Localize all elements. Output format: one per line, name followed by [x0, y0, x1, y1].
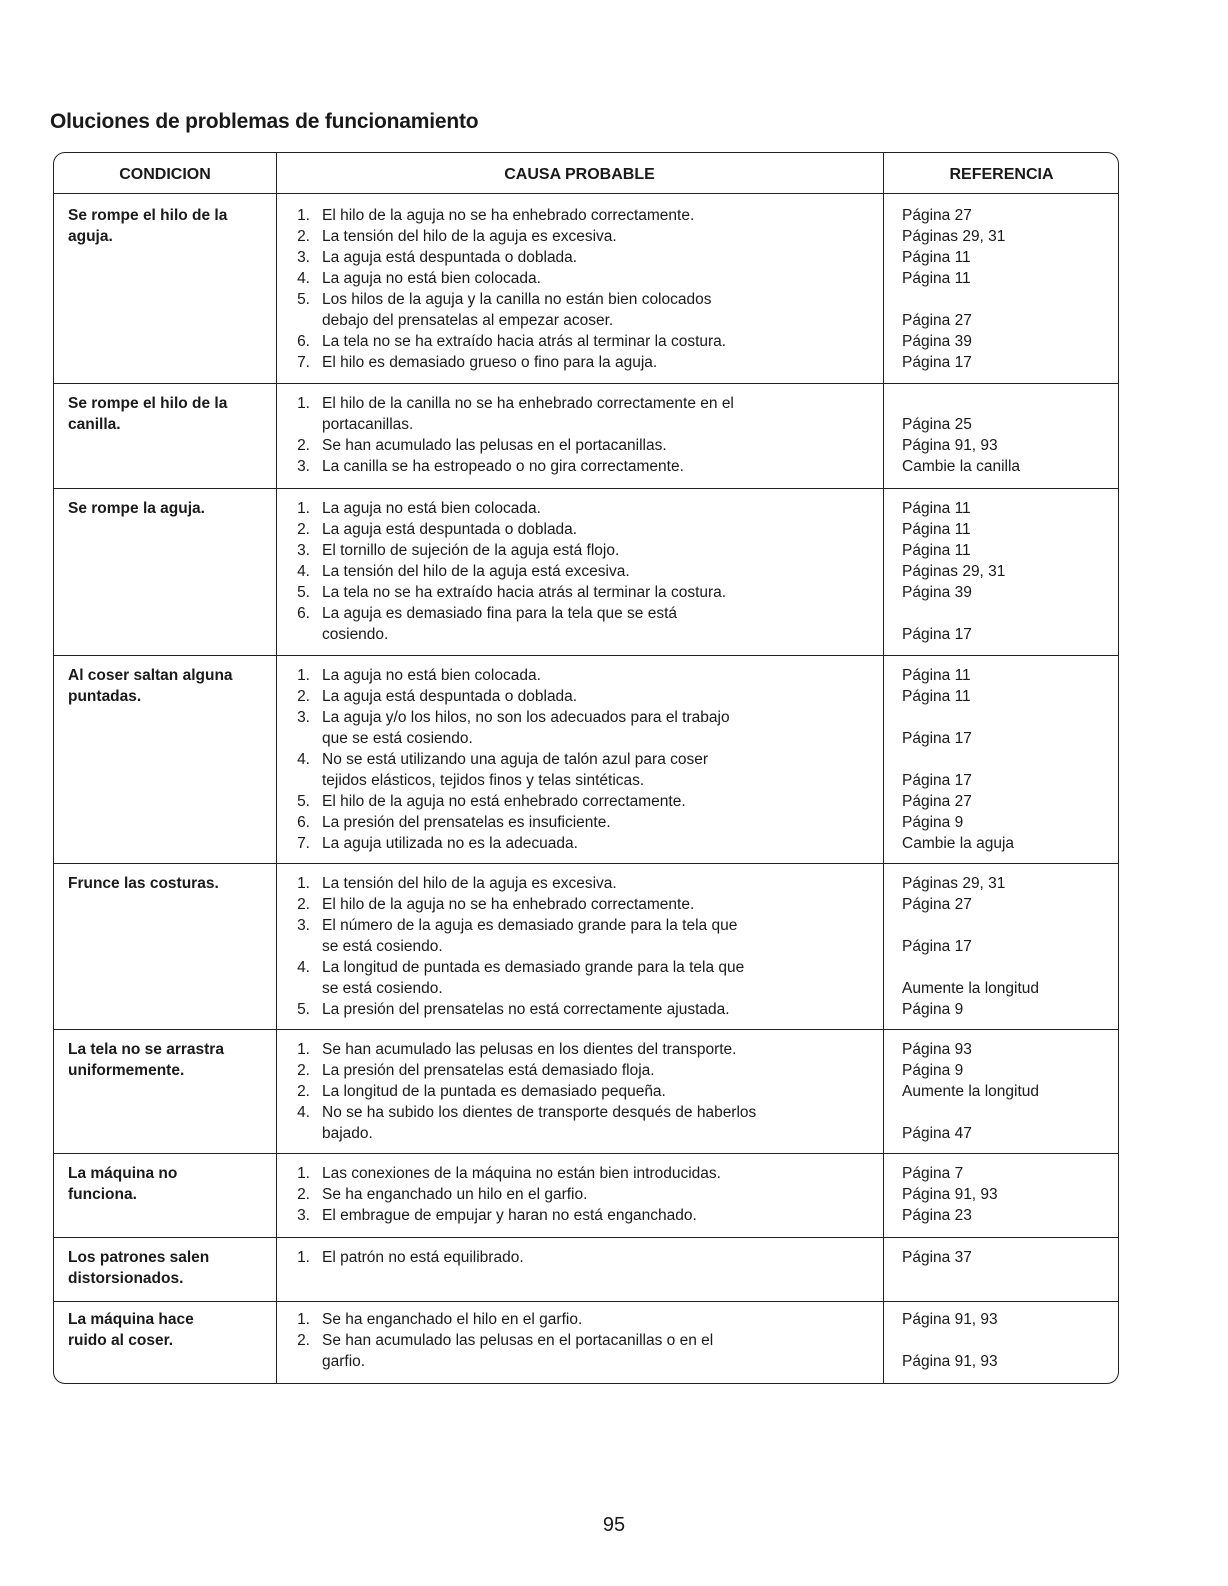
cause-number: 6. [297, 814, 310, 831]
cause-text: Los hilos de la aguja y la canilla no están bien colocados [322, 291, 712, 308]
reference-cell: Página 27 [902, 207, 972, 224]
cause-text: debajo del prensatelas al empezar acoser. [322, 312, 614, 329]
cause-number: 4. [297, 1104, 310, 1121]
reference-cell: Página 17 [902, 938, 972, 955]
reference-cell: Página 11 [902, 521, 971, 538]
reference-cell: Página 9 [902, 814, 964, 831]
cause-number: 2. [297, 228, 310, 245]
cause-text: No se está utilizando una aguja de talón azul para coser [322, 751, 709, 768]
reference-cell: Página 93 [902, 1041, 972, 1058]
reference-cell: Página 27 [902, 793, 972, 810]
reference-cell: Página 25 [902, 416, 972, 433]
reference-cell: Cambie la canilla [902, 458, 1021, 475]
cause-text: No se ha subido los dientes de transporte desqués de haberlos [322, 1104, 757, 1121]
cause-text: La longitud de la puntada es demasiado pequeña. [322, 1083, 666, 1100]
reference-cell: Página 9 [902, 1001, 964, 1018]
cause-text: que se está cosiendo. [322, 730, 473, 747]
cause-number: 7. [297, 354, 310, 371]
header-cause: CAUSA PROBABLE [504, 166, 655, 183]
condition-cell: La máquina no funciona. [68, 1165, 178, 1203]
cause-number: 4. [297, 563, 310, 580]
condition-cell: Se rompe la aguja. [68, 500, 205, 517]
reference-cell: Página 91, 93 [902, 1311, 998, 1328]
cause-number: 7. [297, 835, 310, 852]
cause-number: 2. [297, 521, 310, 538]
cause-text: se está cosiendo. [322, 938, 443, 955]
cause-text: La aguja está despuntada o doblada. [322, 249, 578, 266]
reference-cell: Página 37 [902, 1249, 972, 1266]
reference-cell: Página 27 [902, 896, 972, 913]
header-reference: REFERENCIA [949, 166, 1054, 183]
cause-number: 2. [297, 1186, 310, 1203]
reference-cell: Página 11 [902, 500, 971, 517]
cause-text: Se ha enganchado un hilo en el garfio. [322, 1186, 588, 1203]
reference-cell: Páginas 29, 31 [902, 875, 1006, 892]
cause-text: se está cosiendo. [322, 980, 443, 997]
row-divider [54, 1301, 1118, 1302]
header-condition: CONDICION [119, 166, 211, 183]
cause-text: La aguja no está bien colocada. [322, 270, 541, 287]
row-divider [54, 863, 1118, 864]
cause-number: 3. [297, 1207, 310, 1224]
cause-text: garfio. [322, 1353, 366, 1370]
cause-number: 1. [297, 207, 310, 224]
cause-text: La presión del prensatelas está demasiado floja. [322, 1062, 655, 1079]
cause-text: El hilo de la aguja no se ha enhebrado correctamente. [322, 896, 695, 913]
cause-text: tejidos elásticos, tejidos finos y telas sintéticas. [322, 772, 645, 789]
cause-text: La tensión del hilo de la aguja es excesiva. [322, 228, 617, 245]
cause-text: Se han acumulado las pelusas en el portacanillas. [322, 437, 667, 454]
condition-cell: Se rompe el hilo de la aguja. [68, 207, 228, 245]
cause-text: bajado. [322, 1125, 373, 1142]
cause-text: El patrón no está equilibrado. [322, 1249, 524, 1266]
cause-number: 5. [297, 584, 310, 601]
cause-number: 1. [297, 667, 310, 684]
cause-number: 1. [297, 1041, 310, 1058]
cause-number: 2. [297, 1083, 310, 1100]
cause-text: El embrague de empujar y haran no está enganchado. [322, 1207, 697, 1224]
row-divider [54, 1029, 1118, 1030]
cause-text: El hilo de la canilla no se ha enhebrado correctamente en el [322, 395, 734, 412]
cause-number: 1. [297, 500, 310, 517]
cause-text: La canilla se ha estropeado o no gira correctamente. [322, 458, 684, 475]
cause-text: La tela no se ha extraído hacia atrás al terminar la costura. [322, 584, 727, 601]
cause-text: El hilo es demasiado grueso o fino para la aguja. [322, 354, 658, 371]
cause-text: La presión del prensatelas es insuficiente. [322, 814, 611, 831]
reference-cell: Cambie la aguja [902, 835, 1015, 852]
reference-cell: Aumente la longitud [902, 1083, 1040, 1100]
reference-cell: Páginas 29, 31 [902, 563, 1006, 580]
reference-cell: Página 17 [902, 772, 972, 789]
cause-text: Se han acumulado las pelusas en los dientes del transporte. [322, 1041, 737, 1058]
reference-cell: Página 11 [902, 542, 971, 559]
reference-cell: Página 17 [902, 626, 972, 643]
reference-cell: Página 11 [902, 249, 971, 266]
condition-cell: Al coser saltan alguna puntadas. [68, 667, 233, 705]
cause-number: 5. [297, 291, 310, 308]
reference-cell: Páginas 29, 31 [902, 228, 1006, 245]
cause-text: cosiendo. [322, 626, 389, 643]
cause-number: 5. [297, 793, 310, 810]
cause-text: La aguja y/o los hilos, no son los adecuados para el trabajo [322, 709, 730, 726]
cause-text: Se ha enganchado el hilo en el garfio. [322, 1311, 583, 1328]
row-divider [54, 1153, 1118, 1154]
cause-number: 3. [297, 249, 310, 266]
row-divider [54, 1237, 1118, 1238]
reference-cell: Página 91, 93 [902, 1186, 998, 1203]
cause-text: La aguja utilizada no es la adecuada. [322, 835, 578, 852]
cause-number: 2. [297, 1332, 310, 1349]
page-number: 95 [602, 1514, 626, 1536]
cause-number: 2. [297, 688, 310, 705]
page-title: Oluciones de problemas de funcionamiento [50, 110, 479, 133]
cause-text: La aguja no está bien colocada. [322, 667, 541, 684]
reference-cell: Página 7 [902, 1165, 964, 1182]
reference-cell: Página 91, 93 [902, 437, 998, 454]
cause-number: 2. [297, 437, 310, 454]
cause-number: 6. [297, 333, 310, 350]
cause-number: 1. [297, 1249, 310, 1266]
reference-cell: Página 23 [902, 1207, 972, 1224]
reference-cell: Página 11 [902, 688, 971, 705]
reference-cell: Página 27 [902, 312, 972, 329]
cause-number: 4. [297, 270, 310, 287]
condition-cell: Frunce las costuras. [68, 875, 219, 892]
row-divider [54, 655, 1118, 656]
reference-cell: Aumente la longitud [902, 980, 1040, 997]
cause-text: Las conexiones de la máquina no están bien introducidas. [322, 1165, 721, 1182]
reference-cell: Página 9 [902, 1062, 964, 1079]
cause-number: 4. [297, 959, 310, 976]
cause-number: 1. [297, 1165, 310, 1182]
cause-text: El número de la aguja es demasiado grande para la tela que [322, 917, 738, 934]
cause-number: 2. [297, 896, 310, 913]
row-divider [54, 383, 1118, 384]
cause-text: La aguja está despuntada o doblada. [322, 521, 578, 538]
reference-cell: Página 17 [902, 730, 972, 747]
cause-text: El hilo de la aguja no se ha enhebrado correctamente. [322, 207, 695, 224]
reference-cell: Página 39 [902, 333, 972, 350]
cause-number: 3. [297, 917, 310, 934]
reference-cell: Página 17 [902, 354, 972, 371]
condition-cell: Se rompe el hilo de la canilla. [68, 395, 228, 433]
column-divider-cause [883, 153, 884, 1383]
cause-number: 1. [297, 1311, 310, 1328]
cause-text: La tensión del hilo de la aguja está excesiva. [322, 563, 630, 580]
cause-number: 1. [297, 395, 310, 412]
cause-text: El hilo de la aguja no está enhebrado correctamente. [322, 793, 686, 810]
cause-number: 5. [297, 1001, 310, 1018]
reference-cell: Página 39 [902, 584, 972, 601]
cause-text: La longitud de puntada es demasiado grande para la tela que [322, 959, 745, 976]
header-divider [54, 193, 1118, 194]
condition-cell: La tela no se arrastra uniformemente. [68, 1041, 224, 1079]
cause-text: portacanillas. [322, 416, 414, 433]
cause-number: 2. [297, 1062, 310, 1079]
cause-text: La aguja no está bien colocada. [322, 500, 541, 517]
reference-cell: Página 11 [902, 270, 971, 287]
cause-text: Se han acumulado las pelusas en el portacanillas o en el [322, 1332, 714, 1349]
cause-number: 3. [297, 542, 310, 559]
troubleshooting-table [53, 152, 1119, 1384]
row-divider [54, 488, 1118, 489]
cause-number: 3. [297, 709, 310, 726]
cause-number: 1. [297, 875, 310, 892]
cause-text: La presión del prensatelas no está correctamente ajustada. [322, 1001, 730, 1018]
cause-number: 6. [297, 605, 310, 622]
condition-cell: Los patrones salen distorsionados. [68, 1249, 210, 1287]
reference-cell: Página 91, 93 [902, 1353, 998, 1370]
cause-text: La aguja está despuntada o doblada. [322, 688, 578, 705]
reference-cell: Página 47 [902, 1125, 972, 1142]
reference-cell: Página 11 [902, 667, 971, 684]
cause-number: 4. [297, 751, 310, 768]
condition-cell: La máquina hace ruido al coser. [68, 1311, 194, 1349]
cause-text: El tornillo de sujeción de la aguja está flojo. [322, 542, 620, 559]
cause-text: La aguja es demasiado fina para la tela que se está [322, 605, 678, 622]
cause-text: La tensión del hilo de la aguja es excesiva. [322, 875, 617, 892]
column-divider-condition [276, 153, 277, 1383]
cause-number: 3. [297, 458, 310, 475]
cause-text: La tela no se ha extraído hacia atrás al terminar la costura. [322, 333, 727, 350]
